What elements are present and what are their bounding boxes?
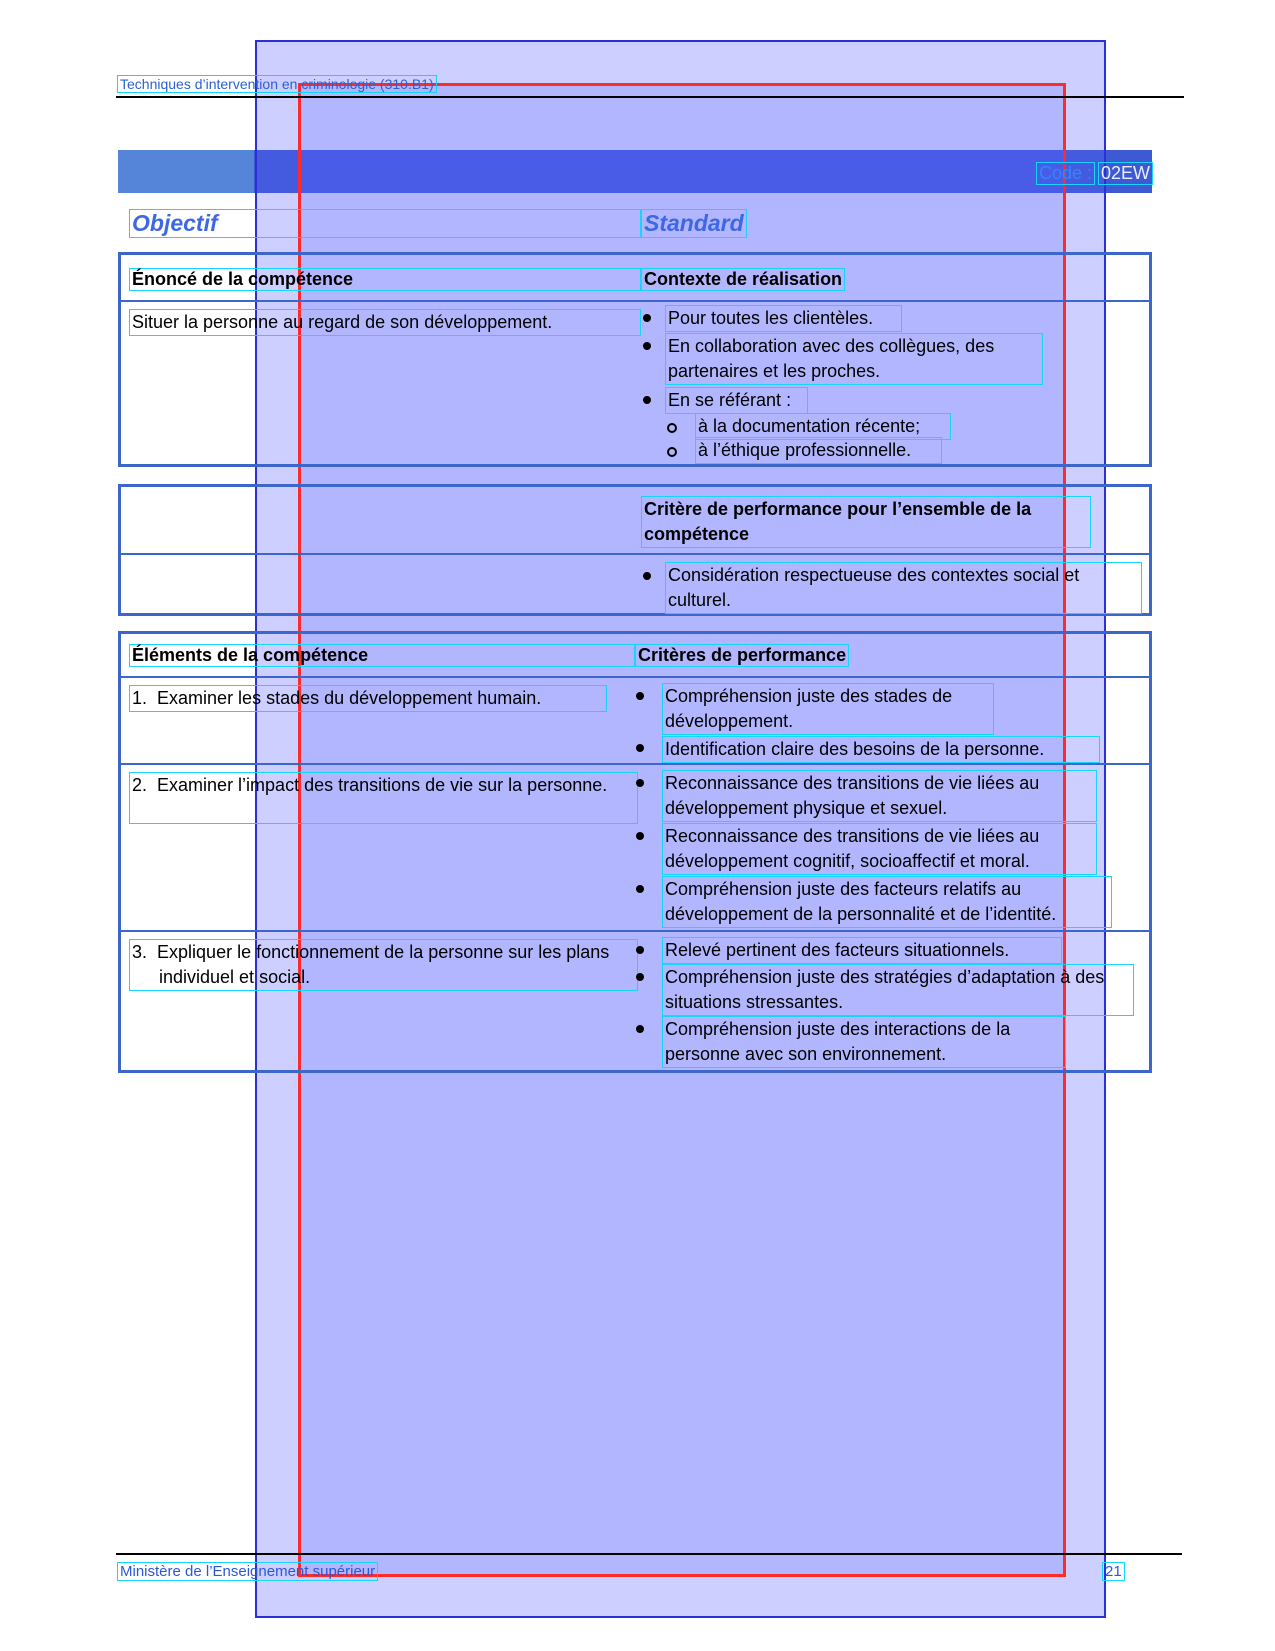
running-header: Techniques d’intervention en criminologie (310.B1) bbox=[117, 75, 437, 93]
bullet-4 bbox=[643, 572, 651, 580]
critere-ensemble-item: Considération respectueuse des contextes social et culturel. bbox=[665, 562, 1142, 614]
criteres-head: Critères de performance bbox=[635, 644, 849, 667]
contexte-subitem-2: à l’éthique professionnelle. bbox=[695, 437, 942, 464]
bullet-10 bbox=[636, 946, 644, 954]
element-3-num: 3. bbox=[132, 942, 148, 962]
contexte-item-3: En se référant : bbox=[665, 387, 808, 414]
criterion-3-3: Compréhension juste des interactions de la personne avec son environnement. bbox=[662, 1016, 1066, 1068]
criterion-3-1: Relevé pertinent des facteurs situationnels. bbox=[662, 937, 1062, 964]
element-2-num: 2. bbox=[132, 775, 148, 795]
bullet-1 bbox=[643, 314, 651, 322]
standard-title: Standard bbox=[641, 209, 747, 238]
element-2 bbox=[129, 772, 638, 824]
elements-row-divider-2 bbox=[120, 930, 1150, 932]
bullet-8 bbox=[636, 832, 644, 840]
code-value: 02EW bbox=[1098, 162, 1153, 185]
criterion-1-1: Compréhension juste des stades de développement. bbox=[662, 683, 994, 735]
sub-bullet-1 bbox=[667, 423, 677, 433]
footer-ministry: Ministère de l’Enseignement supérieur bbox=[117, 1562, 378, 1581]
bullet-3 bbox=[643, 396, 651, 404]
bullet-12 bbox=[636, 1025, 644, 1033]
bullet-6 bbox=[636, 744, 644, 752]
code-label: Code : bbox=[1036, 162, 1095, 185]
bullet-11 bbox=[636, 973, 644, 981]
sub-bullet-2 bbox=[667, 447, 677, 457]
criterion-2-1: Reconnaissance des transitions de vie liées au développement physique et sexuel. bbox=[662, 770, 1097, 822]
elements-row-divider-1 bbox=[120, 763, 1150, 765]
enonce-head: Énoncé de la compétence bbox=[129, 268, 641, 291]
page-number: 21 bbox=[1102, 1562, 1125, 1581]
criterion-2-3: Compréhension juste des facteurs relatifs au développement de la personnalité et de l’identité. bbox=[662, 876, 1112, 928]
element-1-text: Examiner les stades du développement humain. bbox=[157, 688, 542, 708]
contexte-item-1: Pour toutes les clientèles. bbox=[665, 305, 902, 332]
criterion-1-2: Identification claire des besoins de la personne. bbox=[662, 736, 1100, 763]
footer-rule bbox=[116, 1553, 1182, 1555]
criterion-3-2: Compréhension juste des stratégies d’adaptation à des situations stressantes. bbox=[662, 964, 1134, 1016]
elements-head-divider bbox=[120, 676, 1150, 678]
elements-head: Éléments de la compétence bbox=[129, 644, 635, 667]
element-2-text: Examiner l’impact des transitions de vie sur la personne. bbox=[157, 775, 608, 795]
bullet-7 bbox=[636, 779, 644, 787]
bullet-9 bbox=[636, 885, 644, 893]
header-rule bbox=[116, 96, 1184, 98]
competence-box-divider bbox=[120, 300, 1150, 302]
contexte-item-2: En collaboration avec des collègues, des partenaires et les proches. bbox=[665, 333, 1043, 385]
contexte-subitem-1: à la documentation récente; bbox=[695, 413, 951, 440]
element-1 bbox=[129, 685, 607, 712]
code-band bbox=[118, 150, 1152, 193]
element-3 bbox=[129, 939, 638, 991]
enonce-text: Situer la personne au regard de son développement. bbox=[129, 309, 641, 336]
contexte-head: Contexte de réalisation bbox=[641, 268, 845, 291]
element-3-text: Expliquer le fonctionnement de la personne sur les plans individuel et social. bbox=[157, 942, 610, 987]
bullet-5 bbox=[636, 692, 644, 700]
element-1-num: 1. bbox=[132, 688, 148, 708]
code-band-left bbox=[118, 150, 254, 193]
critere-ensemble-head: Critère de performance pour l’ensemble de la compétence bbox=[641, 496, 1091, 548]
criterion-2-2: Reconnaissance des transitions de vie liées au développement cognitif, socioaffectif et moral. bbox=[662, 823, 1097, 875]
objectif-title: Objectif bbox=[129, 209, 641, 238]
bullet-2 bbox=[643, 342, 651, 350]
critere-ensemble-divider bbox=[120, 553, 1150, 555]
